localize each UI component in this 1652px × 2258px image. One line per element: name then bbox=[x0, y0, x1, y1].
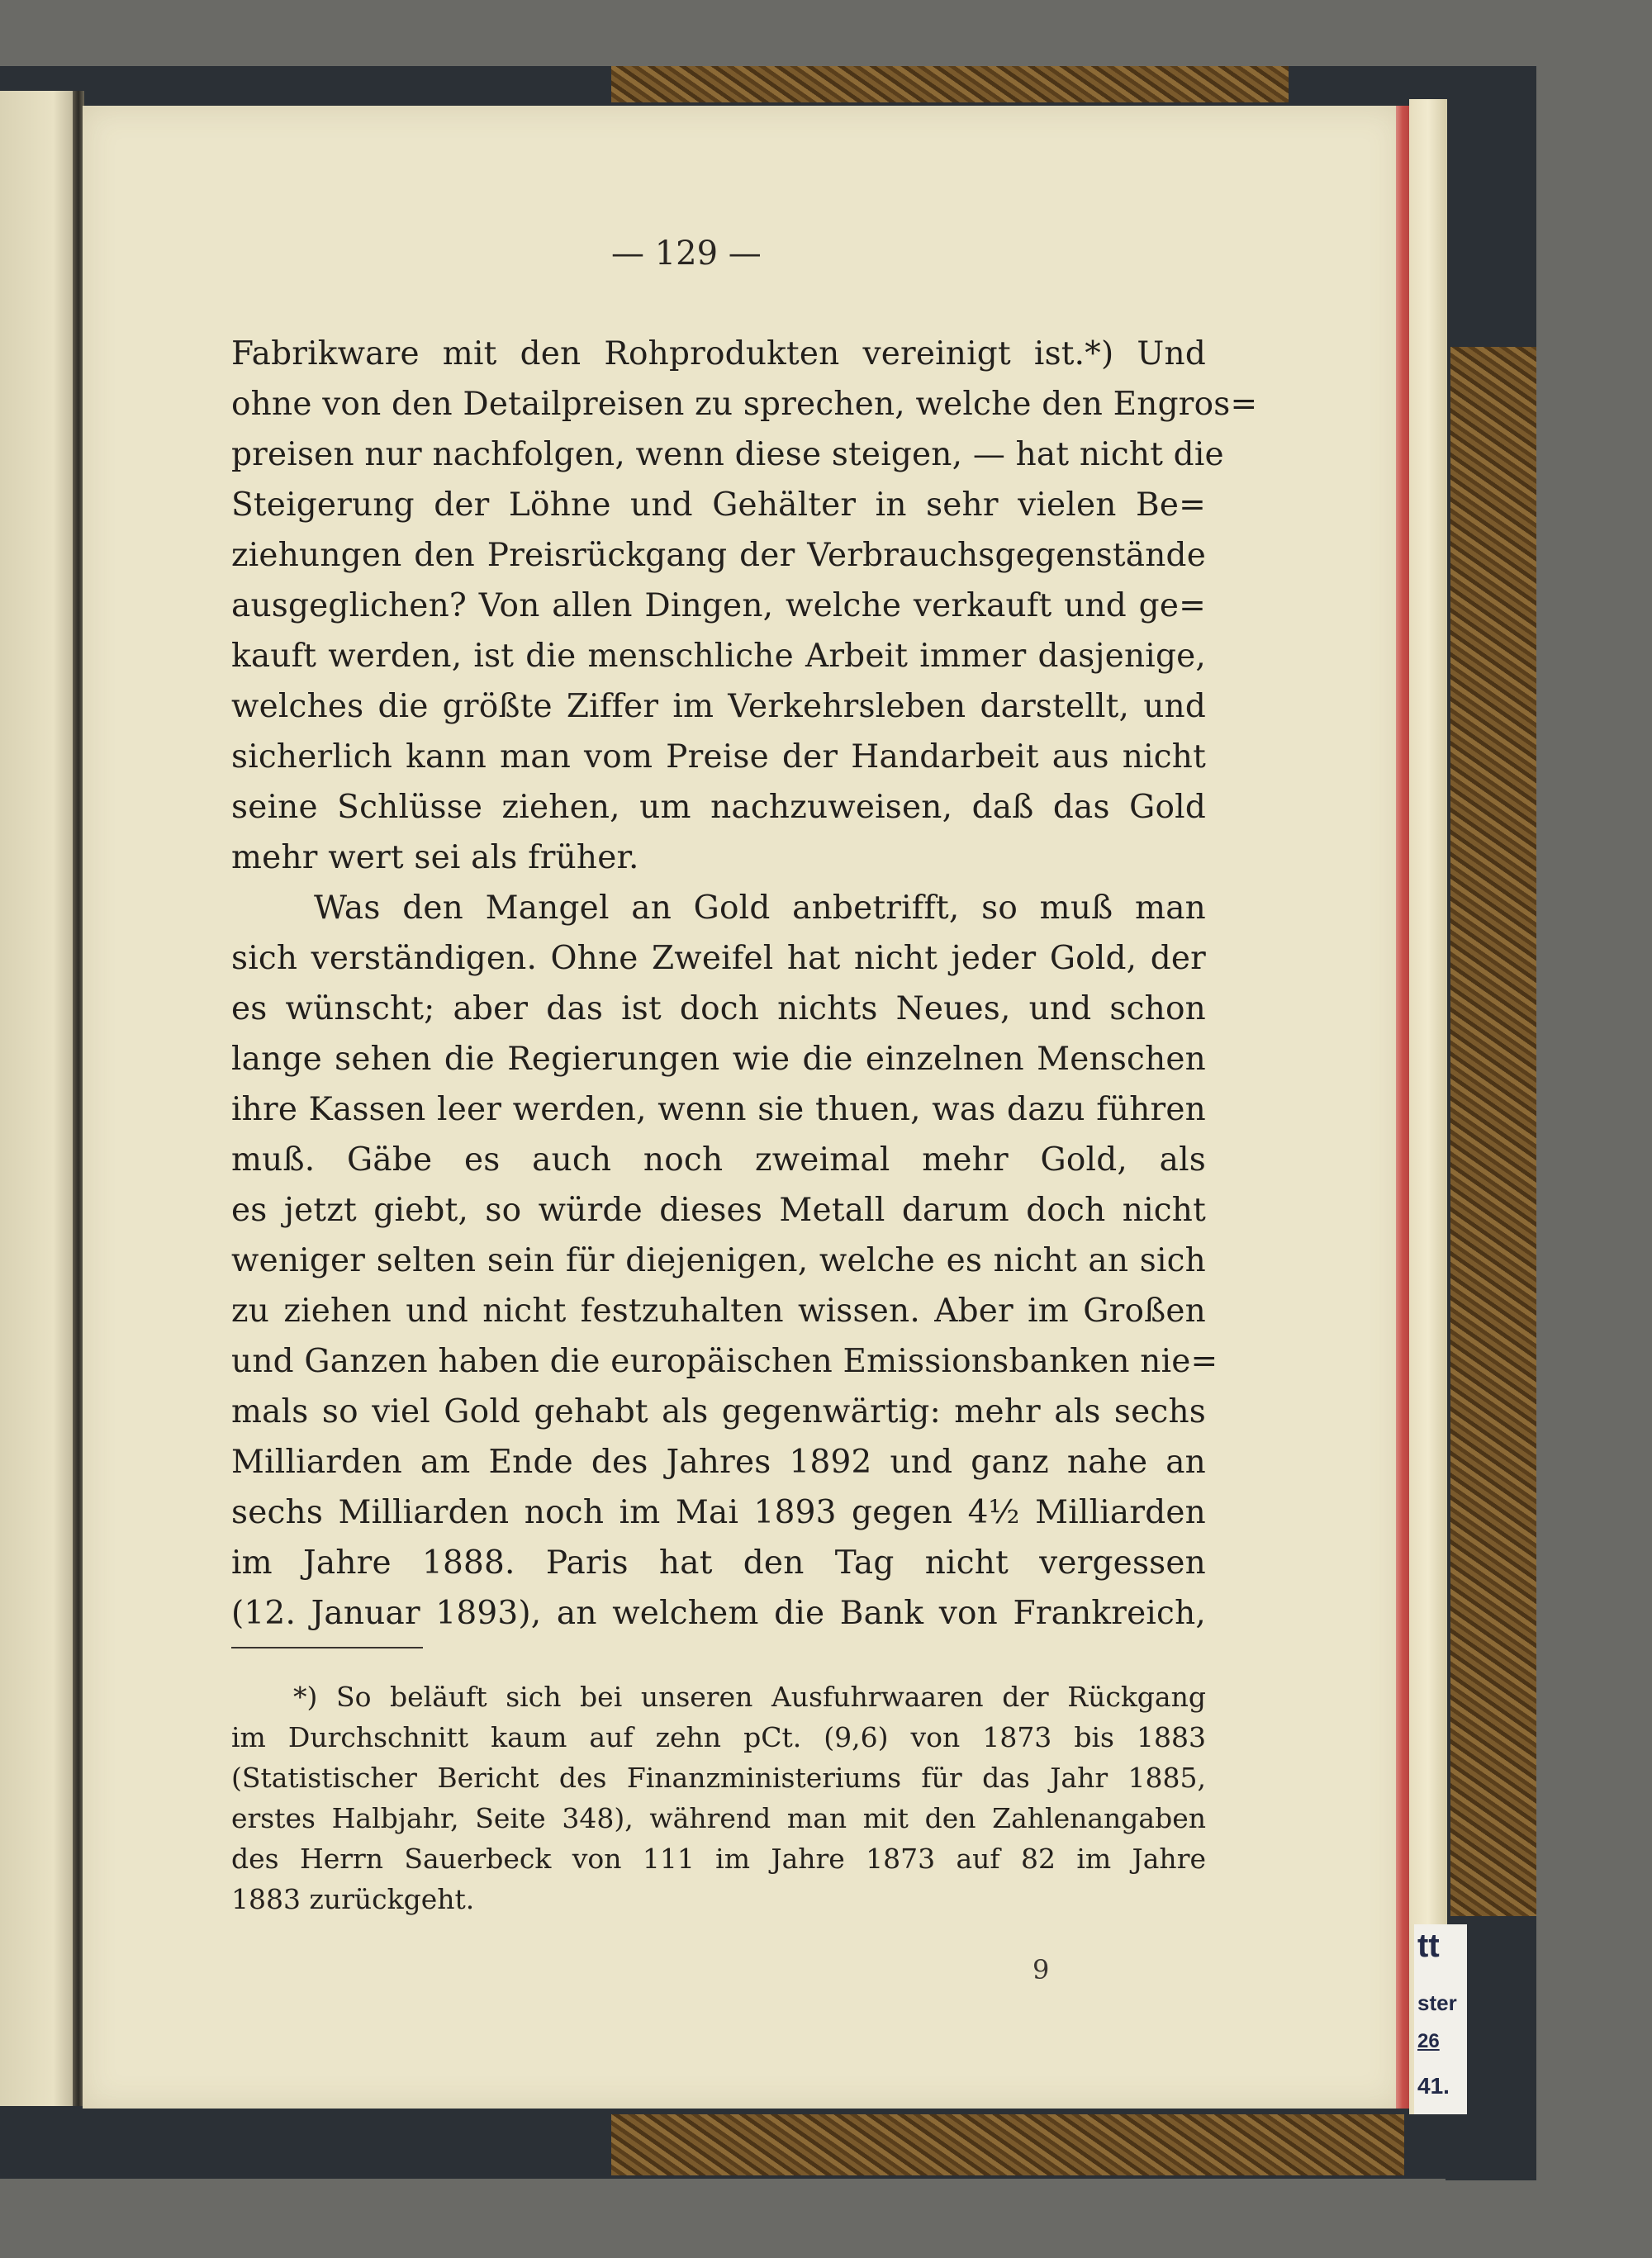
marbled-cover-right bbox=[1450, 347, 1536, 1916]
body-line: mehr wert sei als früher. bbox=[231, 839, 639, 876]
label-line-1: tt bbox=[1417, 1928, 1440, 1964]
footnote-line: *) So beläuft sich bei unseren Ausfuhrwaaren der Rückgang bbox=[293, 1681, 1206, 1713]
body-line: und Ganzen haben die europäischen Emissionsbanken nie= bbox=[231, 1343, 1218, 1380]
body-line: lange sehen die Regierungen wie die einzelnen Menschen bbox=[231, 1041, 1206, 1078]
body-line: seine Schlüsse ziehen, um nachzuweisen, daß das Gold bbox=[231, 789, 1206, 826]
body-line: weniger selten sein für diejenigen, welche es nicht an sich bbox=[231, 1242, 1206, 1279]
body-line: es jetzt giebt, so würde dieses Metall darum doch nicht bbox=[231, 1192, 1206, 1229]
footnote-line: erstes Halbjahr, Seite 348), während man mit den Zahlenangaben bbox=[231, 1802, 1206, 1834]
body-line: muß. Gäbe es auch noch zweimal mehr Gold, als bbox=[231, 1141, 1206, 1179]
body-line: (12. Januar 1893), an welchem die Bank von Frankreich, bbox=[231, 1595, 1206, 1632]
body-line: preisen nur nachfolgen, wenn diese steigen, — hat nicht die bbox=[231, 436, 1224, 473]
footnote-line: des Herrn Sauerbeck von 111 im Jahre 1873 auf 82 im Jahre bbox=[231, 1843, 1206, 1875]
footnote-line: 1883 zurückgeht. bbox=[231, 1883, 475, 1915]
marbled-cover-top bbox=[611, 66, 1289, 102]
red-page-edge bbox=[1396, 106, 1409, 2109]
body-line: ihre Kassen leer werden, wenn sie thuen, was dazu führen bbox=[231, 1091, 1206, 1128]
body-text bbox=[231, 329, 1258, 1639]
body-line: Was den Mangel an Gold anbetrifft, so muß man bbox=[314, 889, 1206, 927]
body-line: zu ziehen und nicht festzuhalten wissen. Aber im Großen bbox=[231, 1293, 1206, 1330]
body-line: es wünscht; aber das ist doch nichts Neues, und schon bbox=[231, 990, 1206, 1027]
body-line: Milliarden am Ende des Jahres 1892 und ganz nahe an bbox=[231, 1444, 1206, 1481]
body-line: kauft werden, ist die menschliche Arbeit immer dasjenige, bbox=[231, 638, 1206, 675]
left-page-edge bbox=[0, 91, 76, 2106]
body-line: im Jahre 1888. Paris hat den Tag nicht vergessen bbox=[231, 1544, 1206, 1582]
body-line: Steigerung der Löhne und Gehälter in sehr vielen Be= bbox=[231, 486, 1206, 524]
label-line-4: 41. bbox=[1417, 2073, 1450, 2099]
body-line: ohne von den Detailpreisen zu sprechen, welche den Engros= bbox=[231, 386, 1258, 423]
footnote-rule bbox=[231, 1647, 423, 1648]
footnote-line: im Durchschnitt kaum auf zehn pCt. (9,6) von 1873 bis 1883 bbox=[231, 1721, 1206, 1753]
label-line-3: 26 bbox=[1417, 2030, 1440, 2052]
footnote-line: (Statistischer Bericht des Finanzministeriums für das Jahr 1885, bbox=[231, 1762, 1206, 1794]
marbled-cover-bottom bbox=[611, 2114, 1404, 2175]
page-stack-edge bbox=[1409, 99, 1447, 2114]
body-line: sich verständigen. Ohne Zweifel hat nicht jeder Gold, der bbox=[231, 940, 1206, 977]
signature-mark: 9 bbox=[1032, 1954, 1050, 1985]
page-number: — 129 — bbox=[611, 235, 762, 273]
body-line: ziehungen den Preisrückgang der Verbrauchsgegenstände bbox=[231, 537, 1206, 574]
body-line: Fabrikware mit den Rohprodukten vereinigt ist.*) Und bbox=[231, 335, 1206, 372]
body-line: ausgeglichen? Von allen Dingen, welche verkauft und ge= bbox=[231, 587, 1206, 624]
body-line: mals so viel Gold gehabt als gegenwärtig: mehr als sechs bbox=[231, 1393, 1206, 1430]
body-line: welches die größte Ziffer im Verkehrsleben darstellt, und bbox=[231, 688, 1206, 725]
label-line-2: ster bbox=[1417, 1990, 1457, 2015]
footnote-block bbox=[231, 1677, 1206, 1919]
library-label bbox=[1414, 1924, 1467, 2114]
body-line: sicherlich kann man vom Preise der Handarbeit aus nicht bbox=[231, 738, 1206, 776]
body-line: sechs Milliarden noch im Mai 1893 gegen 4½ Milliarden bbox=[231, 1494, 1206, 1531]
